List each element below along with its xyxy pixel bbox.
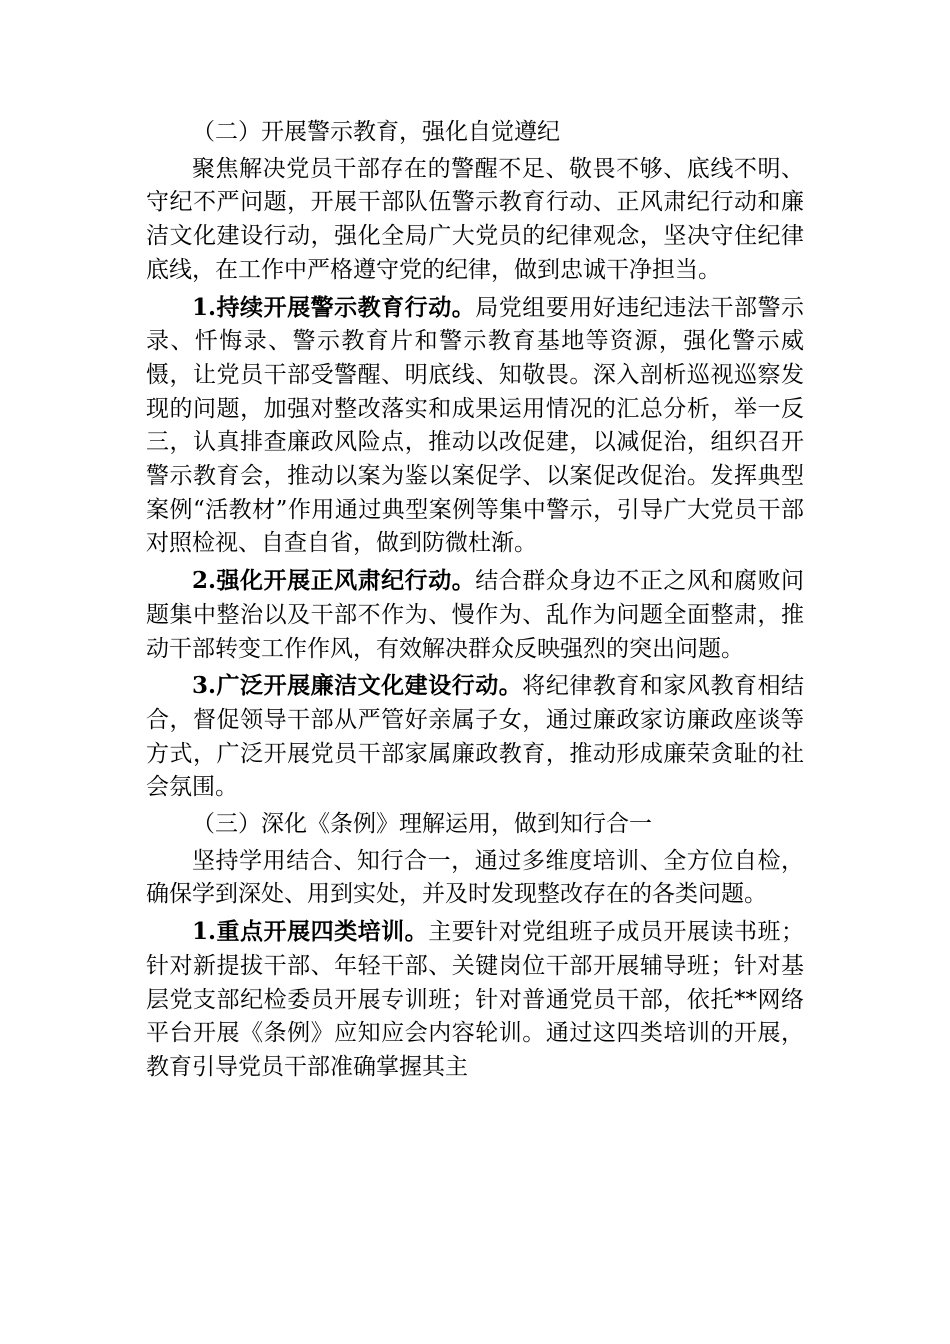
item-text: 局党组要用好违纪违法干部警示录、忏悔录、警示教育片和警示教育基地等资源，强化警示威慑，让党员干部受警醒、明底线、知敬畏。深入剖析巡视巡察发现的问题，加强对整改落实和成果运用情况的汇总分析，举一反三，认真排查廉政风险点，推动以改促建，以减促治，组织召开警示教育会，推动以案为鉴以案促学、以案促改促治。发挥典型案例“活教材”作用通过典型案例等集中警示，引导广大党员干部对照检视、自查自省，做到防微杜渐。 — [146, 294, 805, 557]
item-lead: 3.广泛开展廉洁文化建设行动。 — [192, 672, 523, 700]
list-item — [146, 291, 804, 562]
list-item — [146, 915, 804, 1085]
section-heading: （二）开展警示教育，强化自觉遵纪 — [192, 119, 560, 145]
section-heading: （三）深化《条例》理解运用，做到知行合一 — [192, 811, 652, 838]
document-body — [146, 116, 804, 1088]
list-item — [146, 564, 804, 666]
item-lead: 2.强化开展正风肃纪行动。 — [192, 567, 476, 595]
list-item — [146, 669, 804, 805]
item-lead: 1.持续开展警示教育行动。 — [192, 293, 476, 321]
item-text: 主要针对党组班子成员开展读书班；针对新提拔干部、年轻干部、关键岗位干部开展辅导班；针对基层党支部纪检委员开展专训班；针对普通党员干部，依托**网络平台开展《条例》应知应会内容轮训。通过这四类培训的开展，教育引导党员干部准确掌握其主 — [146, 919, 805, 1080]
item-lead: 1.重点开展四类培训。 — [192, 918, 429, 946]
item-text: 将纪律教育和家风教育相结合，督促领导干部从严管好亲属子女，通过廉政家访廉政座谈等方式，广泛开展党员干部家属廉政教育，推动形成廉荣贪耻的社会氛围。 — [146, 673, 805, 801]
section-intro: 坚持学用结合、知行合一，通过多维度培训、全方位自检，确保学到深处、用到实处，并及时发现整改存在的各类问题。 — [146, 847, 804, 908]
section-intro: 聚焦解决党员干部存在的警醒不足、敬畏不够、底线不明、守纪不严问题，开展干部队伍警示教育行动、正风肃纪行动和廉洁文化建设行动，强化全局广大党员的纪律观念，坚决守住纪律底线，在工作中严格遵守党的纪律，做到忠诚干净担当。 — [146, 155, 804, 283]
item-text: 结合群众身边不正之风和腐败问题集中整治以及干部不作为、慢作为、乱作为问题全面整肃，推动干部转变工作作风，有效解决群众反映强烈的突出问题。 — [146, 568, 805, 662]
